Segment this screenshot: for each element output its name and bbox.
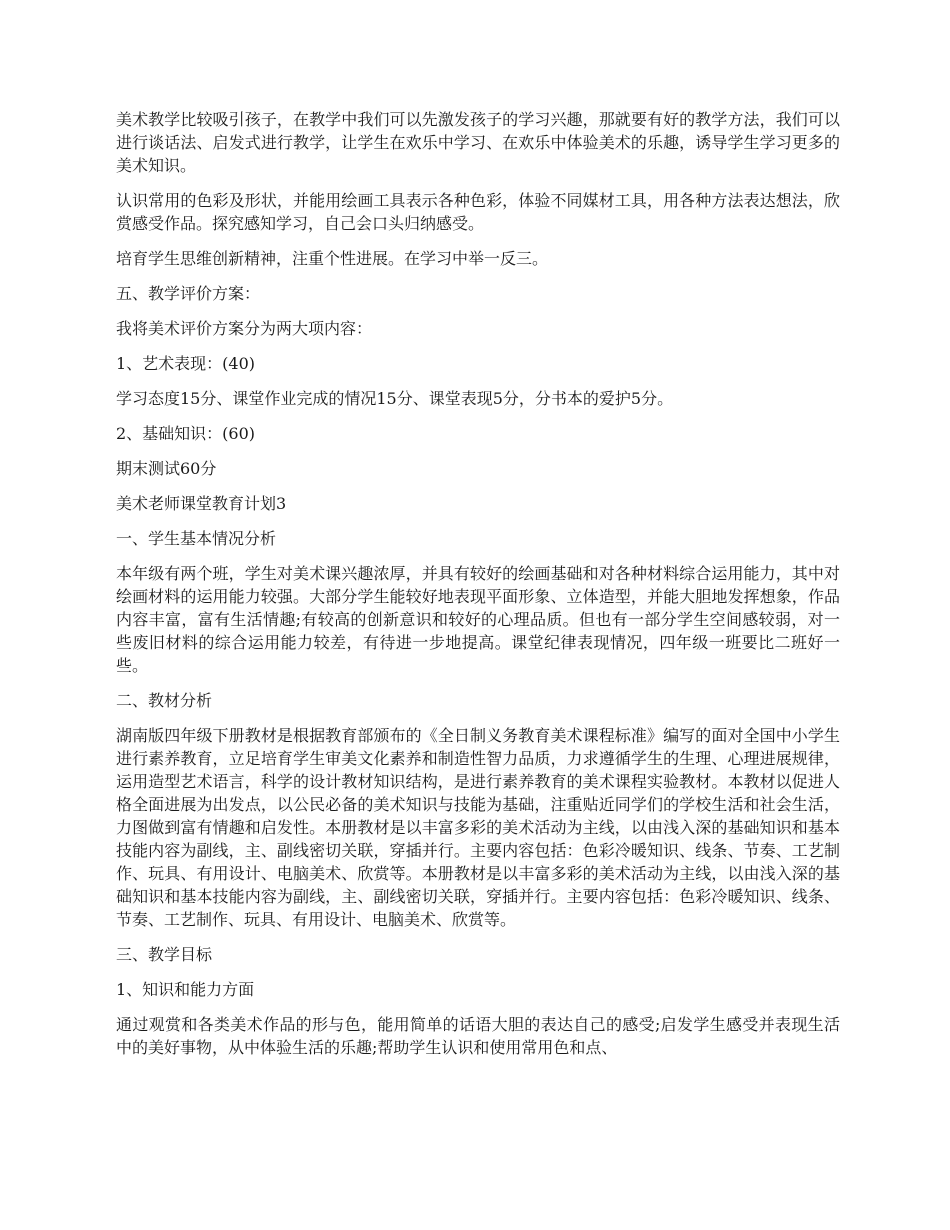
- paragraph-student-analysis: 本年级有两个班，学生对美术课兴趣浓厚，并具有较好的绘画基础和对各种材料综合运用能力，其中对绘画材料的运用能力较强。大部分学生能较好地表现平面形象、立体造型，并能大胆地发挥想象，作品内容丰富，富有生活情趣;有较高的创新意识和较好的心理品质。但也有一部分学生空间感较弱，对一些废旧材料的综合运用能力较差，有待进一步地提高。课堂纪律表现情况，四年级一班要比二班好一些。: [116, 564, 840, 675]
- paragraph-art-expression-scores: 学习态度15分、课堂作业完成的情况15分、课堂表现5分，分书本的爱护5分。: [116, 389, 674, 408]
- paragraph-knowledge-ability: 通过观赏和各类美术作品的形与色，能用简单的话语大胆的表达自己的感受;启发学生感受并表现生活中的美好事物，从中体验生活的乐趣;帮助学生认识和使用常用色和点、: [116, 1015, 840, 1057]
- heading-evaluation-plan: 五、教学评价方案：: [116, 284, 261, 303]
- heading-student-analysis: 一、学生基本情况分析: [116, 529, 277, 548]
- paragraph-evaluation-intro: 我将美术评价方案分为两大项内容：: [116, 319, 373, 338]
- item-art-expression: 1、艺术表现：(40): [116, 354, 256, 373]
- item-knowledge-ability: 1、知识和能力方面: [116, 980, 255, 999]
- heading-textbook-analysis: 二、教材分析: [116, 691, 213, 710]
- section-title-plan-3: 美术老师课堂教育计划3: [116, 494, 287, 513]
- heading-teaching-goals: 三、教学目标: [116, 945, 213, 964]
- paragraph-final-exam: 期末测试60分: [116, 459, 217, 478]
- paragraph-textbook-analysis: 湖南版四年级下册教材是根据教育部颁布的《全日制义务教育美术课程标准》编写的面对全国中小学生进行素养教育，立足培育学生审美文化素养和制造性智力品质，力求遵循学生的生理、心理进展规律，运用造型艺术语言，科学的设计教材知识结构，是进行素养教育的美术课程实验教材。本教材以促进人格全面进展为出发点，以公民必备的美术知识与技能为基础，注重贴近同学们的学校生活和社会生活，力图做到富有情趣和启发性。本册教材是以丰富多彩的美术活动为主线，以由浅入深的基础知识和基本技能内容为副线，主、副线密切关联，穿插并行。主要内容包括：色彩冷暖知识、线条、节奏、工艺制作、玩具、有用设计、电脑美术、欣赏等。本册教材是以丰富多彩的美术活动为主线，以由浅入深的基础知识和基本技能内容为副线，主、副线密切关联，穿插并行。主要内容包括：色彩冷暖知识、线条、节奏、工艺制作、玩具、有用设计、电脑美术、欣赏等。: [116, 726, 840, 929]
- paragraph-innovation: 培育学生思维创新精神，注重个性进展。在学习中举一反三。: [116, 249, 549, 268]
- paragraph-intro-teaching-method: 美术教学比较吸引孩子，在教学中我们可以先激发孩子的学习兴趣，那就要有好的教学方法，我们可以进行谈话法、启发式进行教学，让学生在欢乐中学习、在欢乐中体验美术的乐趣，诱导学生学习更多的美术知识。: [116, 110, 840, 175]
- item-basic-knowledge: 2、基础知识：(60): [116, 424, 256, 443]
- paragraph-color-shape: 认识常用的色彩及形状，并能用绘画工具表示各种色彩，体验不同媒材工具，用各种方法表达想法，欣赏感受作品。探究感知学习，自己会口头归纳感受。: [116, 191, 840, 233]
- document-page: [116, 108, 840, 1071]
